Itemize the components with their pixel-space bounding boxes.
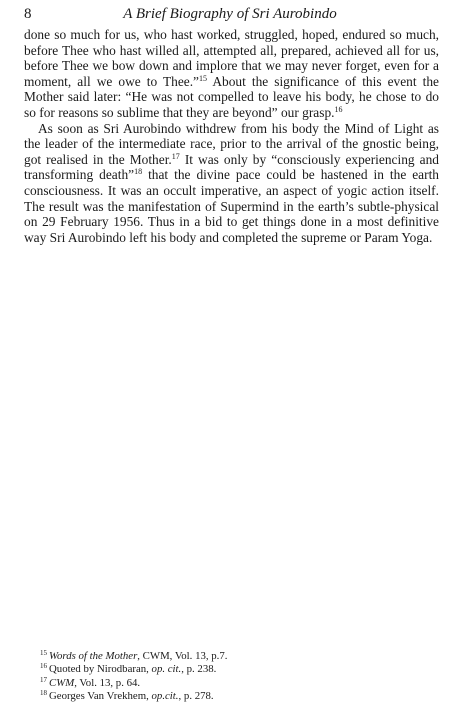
footnote-number: 18 [40, 688, 47, 697]
footnote-text: , p. 278. [178, 689, 214, 702]
footnote-ref-15: 15 [199, 73, 208, 83]
footnote-italic: CWM [49, 676, 75, 689]
page-header [24, 6, 436, 28]
paragraph-1 [24, 27, 439, 121]
footnote-italic: op.cit. [151, 689, 179, 702]
paragraph-1-tail: About the significance of this event the Mother said later: “He was not compelled to leave his body, he chose to do so for reasons so sublime that they are beyond” our grasp. [24, 73, 439, 120]
footnote-16 [40, 663, 440, 676]
paragraph-2-part-c: that the divine pace could be hastened in the earth consciousness. It was an occult imperative, an aspect of yogic action itself. The result was the manifestation of Supermind in the earth’s subtle-physical on 29 February 1956. Thus in a bid to get things done in a most definitive way Sri Aurobindo left his body and completed the supreme or Param Yoga. [24, 167, 439, 245]
paragraph-1-text: done so much for us, who hast worked, struggled, hoped, endured so much, before Thee who hast willed all, attempted all, prepared, achieved all for us, before Thee we bow down and implore that we may never forget, even for a moment, all we owe to Thee.” [24, 27, 439, 89]
footnote-18 [40, 690, 440, 703]
footnote-text: Georges Van Vrekhem, [49, 689, 152, 702]
footnote-number: 15 [40, 649, 47, 657]
footnote-text: , Vol. 13, p. 64. [74, 676, 141, 689]
footnotes [40, 650, 440, 703]
footnote-ref-16: 16 [334, 104, 343, 114]
page-number: 8 [24, 6, 32, 22]
footnote-15 [40, 650, 440, 663]
footnote-number: 16 [40, 662, 47, 671]
footnote-text: Quoted by Nirodbaran, [49, 663, 152, 676]
footnote-italic: Words of the Mother [49, 650, 138, 662]
paragraph-2 [24, 121, 439, 246]
footnote-number: 17 [40, 675, 47, 684]
body-text [24, 27, 439, 245]
paragraph-2-part-a: As soon as Sri Aurobindo withdrew from his body the Mind of Light as the leader of the intermediate race, prior to the arrival of the gnostic being, got realised in the Mother. [24, 120, 439, 167]
footnote-text: , p. 238. [181, 663, 217, 676]
footnote-text: , CWM, Vol. 13, p.7. [137, 650, 228, 662]
footnote-17 [40, 677, 440, 690]
footnote-italic: op. cit. [151, 663, 182, 676]
paragraph-2-part-b: It was only by “consciously experiencing and transforming death” [24, 151, 439, 183]
running-title: A Brief Biography of Sri Aurobindo [123, 6, 337, 22]
footnote-ref-18: 18 [134, 167, 143, 177]
footnote-ref-17: 17 [171, 151, 180, 161]
